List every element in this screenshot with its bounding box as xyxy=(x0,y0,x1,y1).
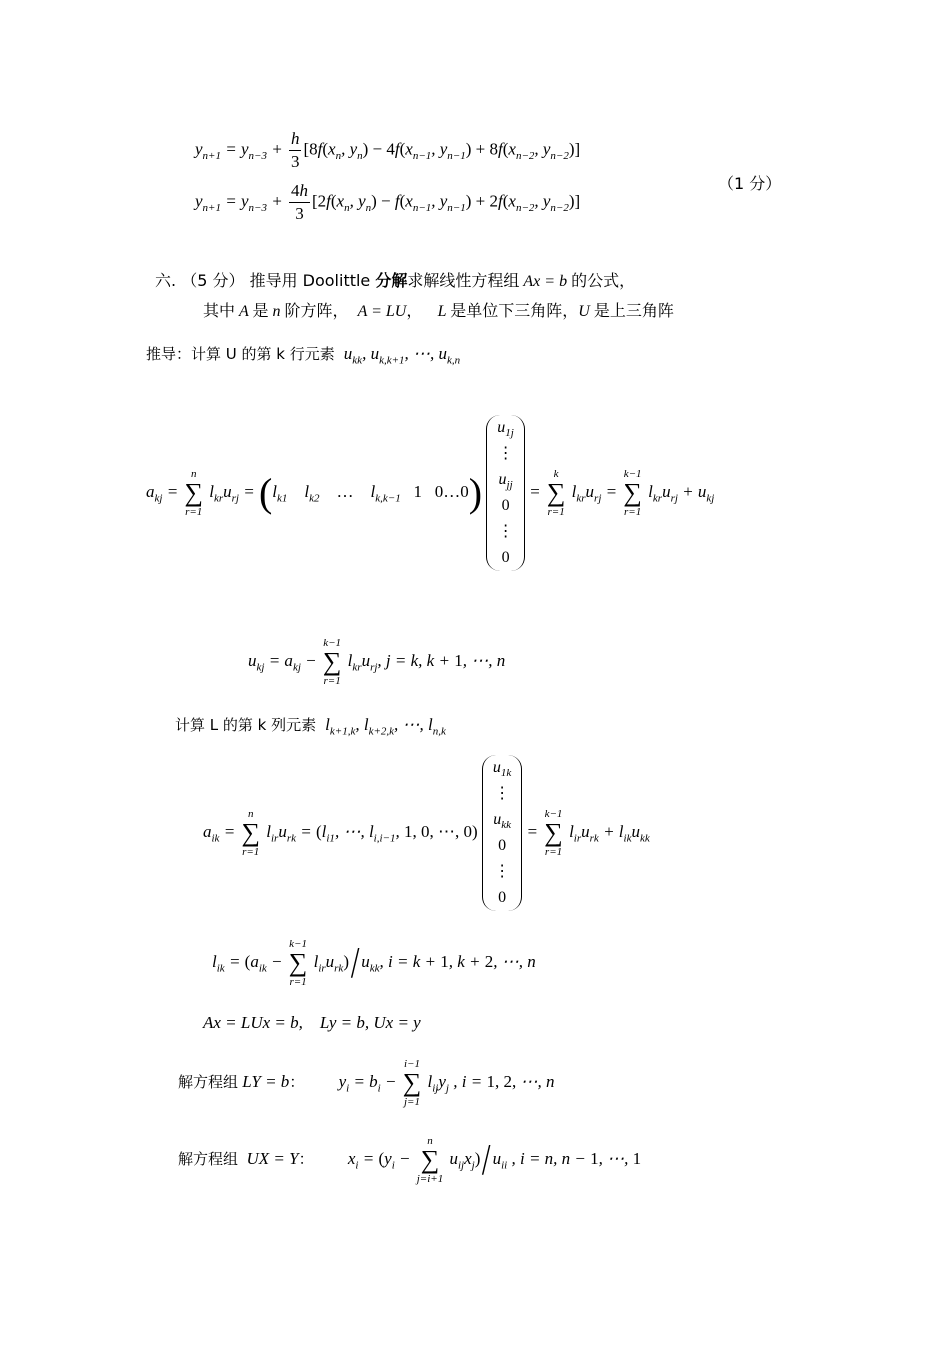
section-points: （5 分） xyxy=(181,271,245,290)
formula-decomp: Ax = LUx = b, Ly = b, Ux = y xyxy=(203,1013,421,1032)
formula-ukj: $u_{kj} = a_{kj}$ − k−1 ∑ r=1 $l_{kr}u_{rj}$, j = k, k + 1, ⋯, n xyxy=(248,637,506,687)
formula-line-1: $y_{n+1} = y_{n-3}$ + $\frac{h}{3}$ [$8f(x_n$, $y_n) - 4f(x_{n-1}$, $y_{n-1}) + 8f(x_{n-2}$, $y_{n-2}$)] xyxy=(195,129,581,171)
intro-text-a: 推导用 Doolittle xyxy=(249,271,376,290)
intro-text-c: 的公式， xyxy=(571,271,636,290)
solve-ly-line: 解方程组 LY = b： $y_i = b_i$ − i−1 ∑ j=1 $l_{ij}y_j$ , i = 1, 2, ⋯, n xyxy=(178,1058,555,1108)
derivation-label: 推导：计算 U 的第 k 行元素 $u_{kk}$, $u_{k,k+1}$, ⋯, $u_{k,n}$ xyxy=(146,344,461,367)
section-heading: 六. （5 分） 推导用 Doolittle 分解求解线性方程组 Ax = b 的公式， xyxy=(155,271,636,290)
l-column-label: 计算 L 的第 k 列元素 $l_{k+1,k}$, $l_{k+2,k}$, ⋯, $l_{n,k}$ xyxy=(175,715,446,738)
solve-ux-line: 解方程组 UX = Y： $x_i = (y_i$ − n ∑ j=i+1 $u_{ij}x_j)/$ $u_{ii}$ , i = n, n − 1, ⋯, 1 xyxy=(178,1135,642,1185)
section-line-2: 其中 A 是 n 阶方阵， A = LU， L 是单位下三角阵，U 是上三角阵 xyxy=(203,301,674,320)
formula-lik: $l_{ik} = (a_{ik}$ − k−1 ∑ r=1 $l_{ir}u_{rk})/$ $u_{kk}$, i = k + 1, k + 2, ⋯, n xyxy=(212,938,536,988)
formula-aik: $a_{ik}$ = n ∑ r=1 $l_{ir}u_{rk} = (l_{i1}$, ⋯, $l_{i,i-1}$, 1, 0, ⋯, 0) $u_{1k}$ ⋮ $u_{kk}$ 0 ⋮ 0 = k−1 ∑ r=1 $l_{ir}u_{rk} + l_{ik}u_{kk}$ xyxy=(203,755,650,911)
intro-text-b: 求解线性方程组 xyxy=(407,271,520,290)
section-number: 六. xyxy=(155,271,177,290)
score-label: （1 分） xyxy=(718,174,782,193)
formula-akj: $a_{kj}$ = n ∑ r=1 $l_{kr}u_{rj} = (l_{k1}$ $l_{k2}$ … $l_{k,k-1}$ 1 0…0) $u_{1j}$ ⋮ $u_{jj}$ 0 ⋮ 0 = k ∑ r=1 $l_{kr}u_{rj}$ = k−1 ∑ r=1 $l_{kr}u_{rj} + u_{kj}$ xyxy=(146,415,714,571)
intro-bold: 分解 xyxy=(375,271,408,290)
formula-line-2: $y_{n+1} = y_{n-3}$ + $\frac{4h}{3}$ [$2f(x_n$, $y_n) - f(x_{n-1}$, $y_{n-1}) + 2f(x_{n-2}$, $y_{n-2}$)] xyxy=(195,181,581,223)
